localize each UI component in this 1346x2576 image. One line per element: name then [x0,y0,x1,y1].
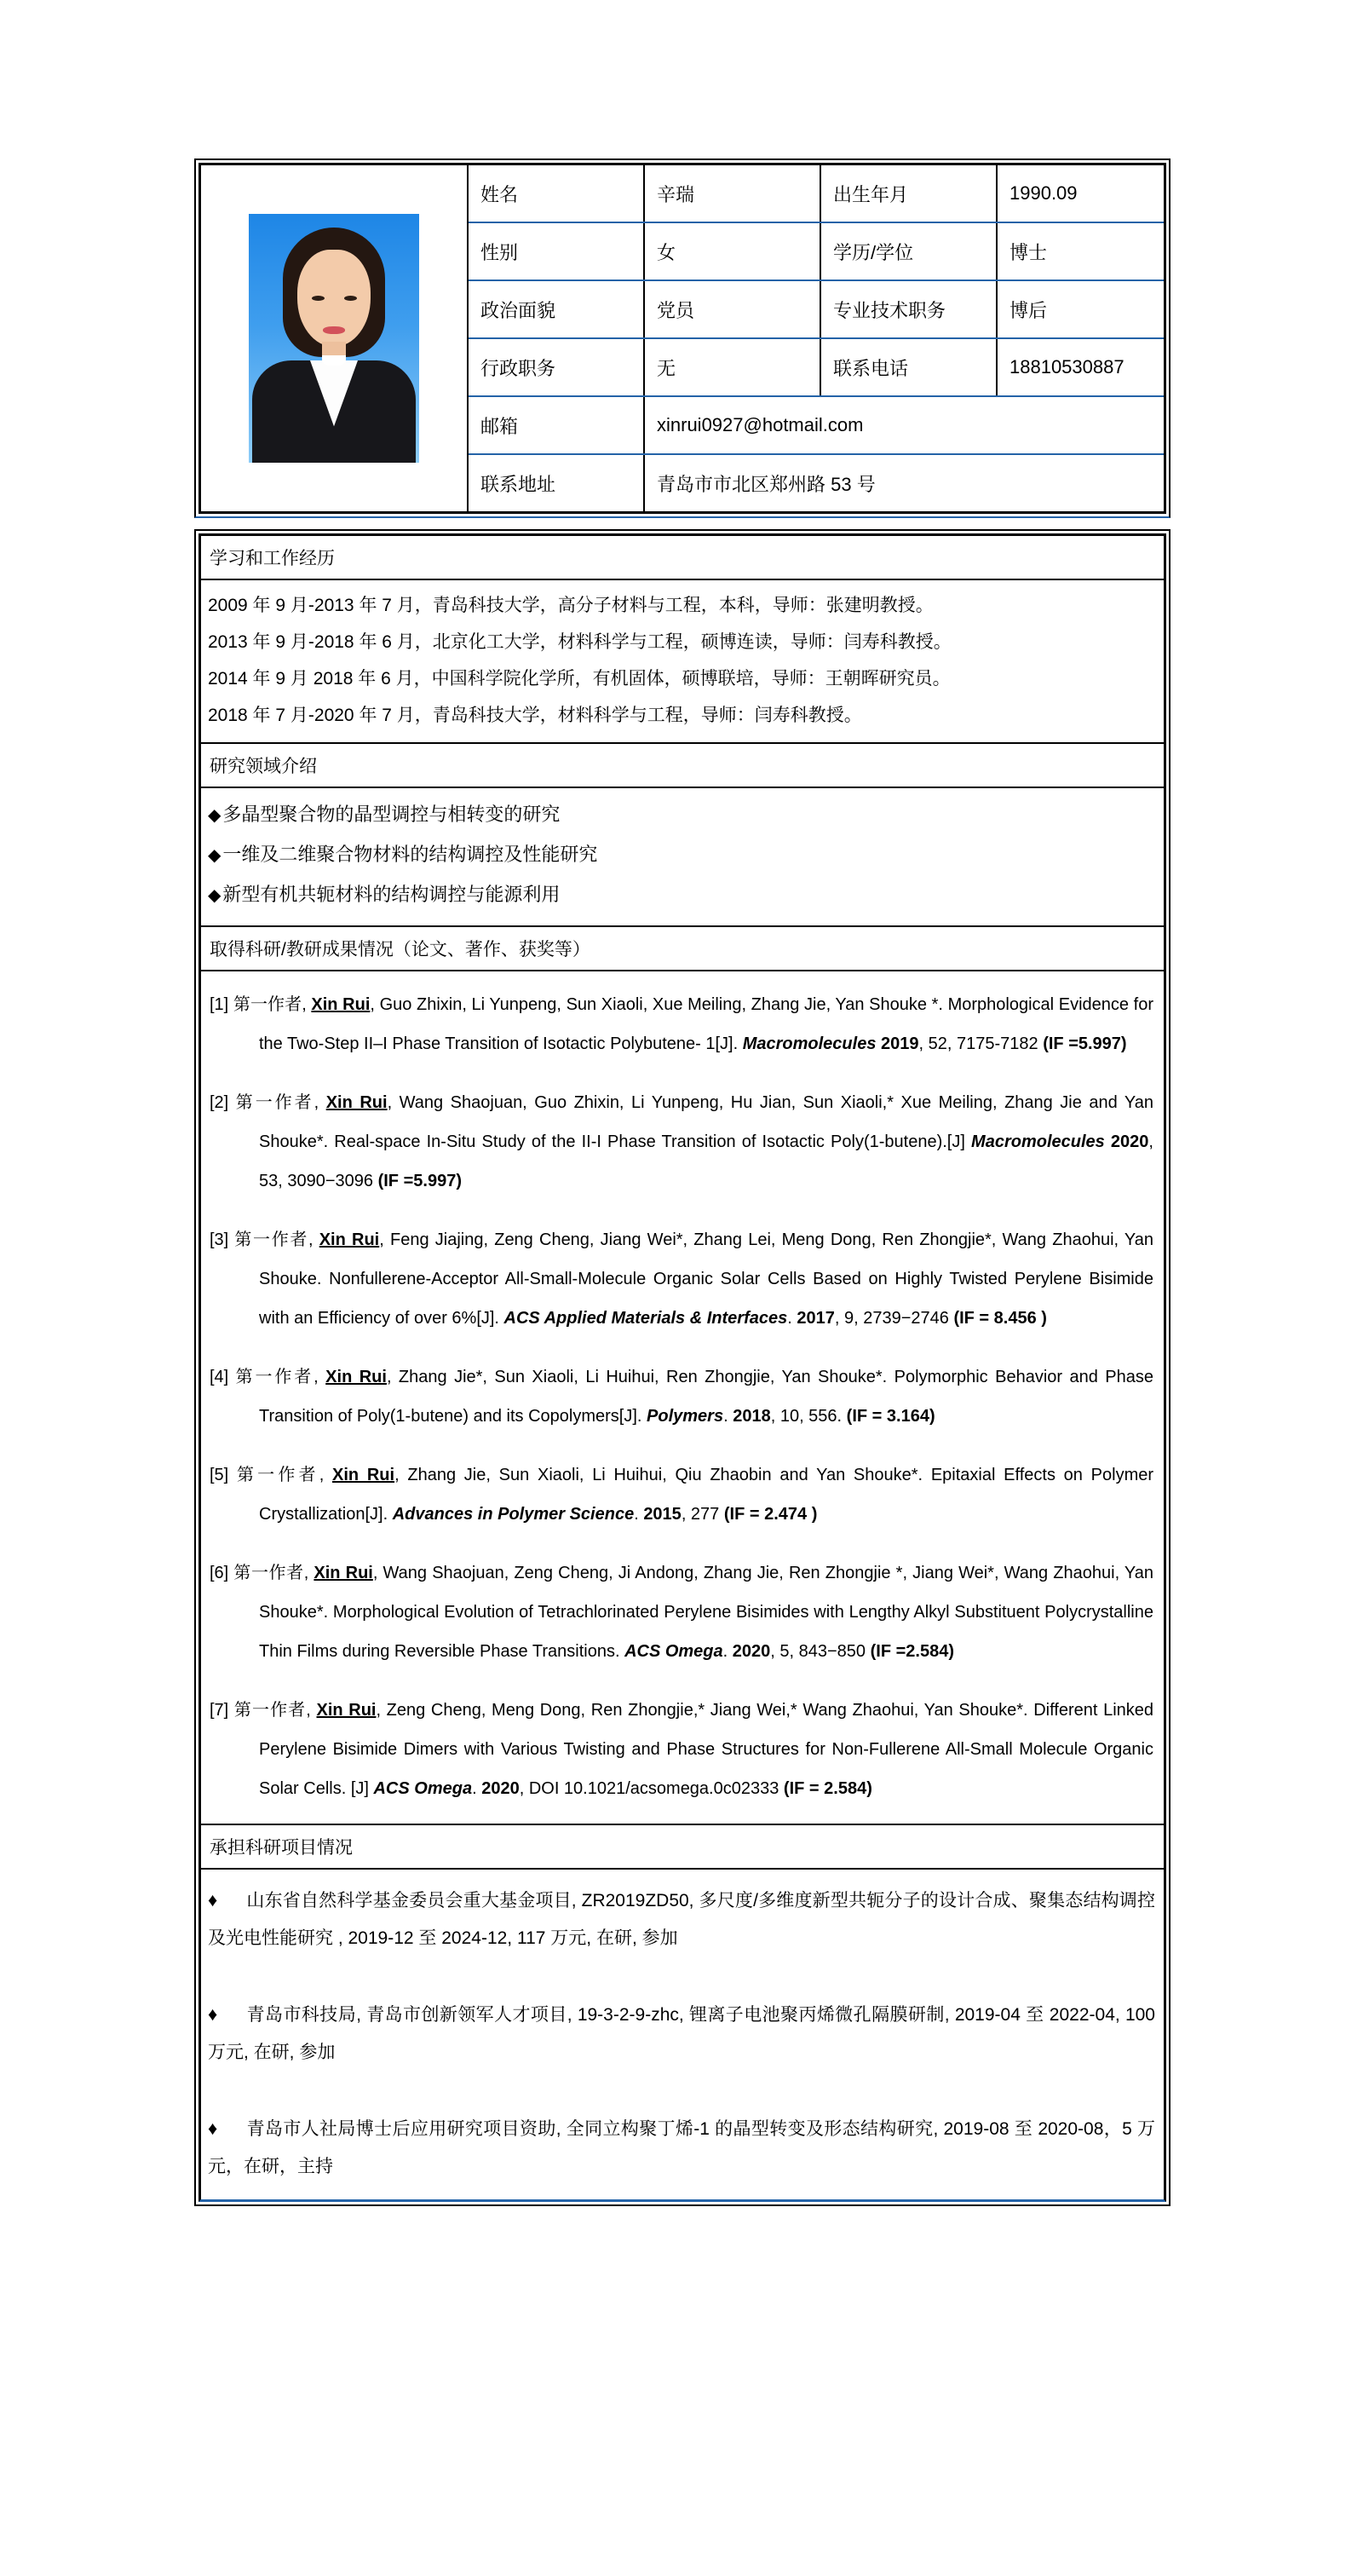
projects-list [201,1870,1164,2199]
diamond-bullet-icon: ♦ [208,2003,218,2025]
text-segment: (IF =5.997) [1043,1034,1127,1053]
text-segment: Advances in Polymer Science [392,1505,635,1524]
text-segment: 2020 [732,1642,771,1661]
email-value: xinrui0927@hotmail.com [657,414,864,435]
text-segment: , 10, 556. [770,1407,847,1426]
text-segment: . [472,1779,482,1798]
text-segment: (IF = 8.456 ) [953,1309,1047,1328]
text-segment: ACS Applied Materials & Interfaces [503,1309,788,1328]
text-segment: . [634,1505,644,1524]
text-segment: 2020 [1104,1132,1149,1151]
publication-item [210,1357,1153,1436]
phone-label: 联系电话 [821,339,998,395]
profile-row-political-title [469,281,1164,339]
text-segment: [2] 第一作者, [210,1093,326,1112]
text-segment: 2018 [733,1407,771,1426]
text-segment: Xin Rui [311,995,371,1014]
political-status-label: 政治面貌 [469,281,645,337]
text-segment: (IF =5.997) [377,1172,462,1190]
text-segment: 青岛市人社局博士后应用研究项目资助, 全同立构聚丁烯-1 的晶型转变及形态结构研究, 2019-08 至 2020-08，5 万元，在研，主持 [208,2119,1155,2176]
experience-section-title: 学习和工作经历 [201,536,1164,580]
diamond-bullet-icon: ♦ [208,2118,218,2139]
project-item [208,1996,1155,2072]
main-table-frame [194,529,1171,2206]
birthdate-value: 1990.09 [1010,182,1078,204]
text-segment: (IF =2.584) [870,1642,954,1661]
experience-section-body [201,580,1164,744]
text-segment: Xin Rui [325,1368,387,1386]
research-field-item [208,835,1155,875]
text-segment: , 5, 843−850 [770,1642,871,1661]
professional-title-label: 专业技术职务 [821,281,998,337]
main-table [198,533,1166,2202]
profile-table-frame [194,158,1171,518]
research-section-title: 研究领域介绍 [201,744,1164,788]
text-segment: [6] 第一作者, [210,1564,314,1582]
text-segment: [7] 第一作者, [210,1701,317,1720]
text-segment: . [722,1642,733,1661]
text-segment: . [787,1309,797,1328]
photo-cell [201,165,469,511]
phone-value: 18810530887 [1010,356,1125,377]
achievements-section-title: 取得科研/教研成果情况（论文、著作、获奖等） [201,927,1164,971]
text-segment: [4] 第一作者, [210,1368,326,1386]
diamond-bullet-icon: ♦ [208,1889,218,1910]
text-segment: 山东省自然科学基金委员会重大基金项目, ZR2019ZD50, 多尺度/多维度新型共轭分子的设计合成、聚集态结构调控及光电性能研究 , 2019-12 至 2024-12, 117 万元, 在研, 参加 [208,1891,1155,1948]
publication-item [210,1455,1153,1534]
publication-item [210,1553,1153,1671]
portrait-lips [323,326,345,334]
publications-list [201,971,1164,1825]
text-segment: 青岛市科技局, 青岛市创新领军人才项目, 19-3-2-9-zhc, 锂离子电池聚丙烯微孔隔膜研制, 2019-04 至 2022-04, 100 万元, 在研, 参加 [208,2005,1155,2062]
text-segment: 多晶型聚合物的晶型调控与相转变的研究 [222,804,561,825]
text-segment: . [723,1407,733,1426]
research-section-body [201,788,1164,927]
political-status-value: 党员 [645,281,821,337]
admin-duty-value: 无 [645,339,821,395]
text-segment: 新型有机共轭材料的结构调控与能源利用 [222,884,561,905]
text-segment: , 53, 3090−3096 [259,1132,1153,1190]
text-segment: , Zhang Jie*, Sun Xiaoli, Li Huihui, Ren Zhongjie, Yan Shouke*. Polymorphic Behavior and Phase Transition of Poly(1-butene) and its Copolymers[J]. [259,1368,1153,1426]
publication-item [210,1220,1153,1338]
publication-item [210,1691,1153,1808]
text-segment: [1] 第一作者, [210,995,312,1014]
text-segment: Xin Rui [316,1701,377,1720]
admin-duty-label: 行政职务 [469,339,645,395]
text-segment: Xin Rui [325,1093,388,1112]
experience-line: 2018 年 7 月-2020 年 7 月，青岛科技大学，材料科学与工程，导师：闫寿科教授。 [208,706,862,725]
text-segment: Macromolecules [971,1132,1105,1151]
text-segment: , 9, 2739−2746 [834,1309,954,1328]
profile-row-name-birth [469,165,1164,223]
research-field-item [208,795,1155,835]
address-label: 联系地址 [469,455,645,511]
degree-label: 学历/学位 [821,223,998,279]
text-segment: , Wang Shaojuan, Zeng Cheng, Ji Andong, Zhang Jie, Ren Zhongjie *, Jiang Wei*, Wang Zhaohui, Yan Shouke*. Morphological Evolution of Tetrachlorinated Perylene Bisimides with Lengthy Alkyl Substituent Polycrystalline Thin Films during Reversible Phase Transitions. [259,1564,1153,1661]
email-label: 邮箱 [469,397,645,453]
project-item [208,1882,1155,1957]
text-segment: Xin Rui [313,1564,373,1582]
text-segment: 一维及二维聚合物材料的结构调控及性能研究 [222,844,598,865]
profile-row-email [469,397,1164,455]
portrait-collar [322,355,346,366]
profile-row-address [469,455,1164,511]
gender-value: 女 [645,223,821,279]
text-segment: Macromolecules [742,1034,877,1053]
text-segment: 2017 [797,1309,835,1328]
diamond-bullet-icon: ◆ [208,806,221,825]
text-segment: , Guo Zhixin, Li Yunpeng, Sun Xiaoli, Xue Meiling, Zhang Jie, Yan Shouke *. Morphological Evidence for the Two-Step II–I Phase Transition of Isotactic Polybutene- 1[J]. [259,995,1154,1053]
profile-row-gender-degree [469,223,1164,281]
portrait-eye [312,296,325,301]
text-segment: , Zhang Jie, Sun Xiaoli, Li Huihui, Qiu Zhaobin and Yan Shouke*. Epitaxial Effects on Polymer Crystallization[J]. [259,1466,1154,1524]
projects-section-title: 承担科研项目情况 [201,1825,1164,1870]
diamond-bullet-icon: ◆ [208,886,221,905]
text-segment: 2019 [876,1034,919,1053]
cv-document [194,158,1171,2206]
text-segment: 2020 [481,1779,520,1798]
experience-line: 2014 年 9 月 2018 年 6 月，中国科学院化学所，有机固体，硕博联培，导师：王朝晖研究员。 [208,669,951,689]
text-segment: , 52, 7175-7182 [918,1034,1044,1053]
address-value: 青岛市市北区郑州路 53 号 [657,473,876,495]
text-segment: Polymers [647,1407,724,1426]
portrait-photo [249,214,419,463]
name-label: 姓名 [469,165,645,222]
birthdate-label: 出生年月 [821,165,998,222]
portrait-eye [344,296,357,301]
text-segment: , Feng Jiajing, Zeng Cheng, Jiang Wei*, Zhang Lei, Meng Dong, Ren Zhongjie*, Wang Zhaohui, Yan Shouke. Nonfullerene-Acceptor All-Small-Molecule Organic Solar Cells Based on Highly Twisted Perylene Bisimide with an Efficiency of over 6%[J]. [259,1230,1154,1328]
gender-label: 性别 [469,223,645,279]
text-segment: [3] 第一作者, [210,1230,319,1249]
text-segment: (IF = 2.474 ) [723,1505,818,1524]
diamond-bullet-icon: ◆ [208,846,221,865]
text-segment: (IF = 2.584) [783,1779,872,1798]
text-segment: , 277 [681,1505,724,1524]
profile-table [198,163,1166,514]
publication-item [210,985,1153,1063]
text-segment: ACS Omega [373,1779,473,1798]
name-value: 辛瑞 [645,165,821,222]
experience-line: 2009 年 9 月-2013 年 7 月，青岛科技大学，高分子材料与工程，本科，导师：张建明教授。 [208,596,934,615]
text-segment: [5] 第一作者, [210,1466,332,1484]
project-item [208,2110,1155,2186]
research-field-item [208,875,1155,915]
text-segment: , Zeng Cheng, Meng Dong, Ren Zhongjie,* Jiang Wei,* Wang Zhaohui, Yan Shouke*. Different Linked Perylene Bisimide Dimers with Various Twisting and Phase Structures for Non-Fullerene All-Small Molecule Organic Solar Cells. [J] [259,1701,1154,1798]
profile-info-grid [469,165,1164,511]
text-segment: , DOI 10.1021/acsomega.0c02333 [519,1779,784,1798]
text-segment: ACS Omega [624,1642,723,1661]
text-segment: 2015 [643,1505,682,1524]
text-segment: , Wang Shaojuan, Guo Zhixin, Li Yunpeng, Hu Jian, Sun Xiaoli,* Xue Meiling, Zhang Jie and Yan Shouke*. Real-space In-Situ Study of the II-I Phase Transition of Isotactic Poly(1-butene).[J] [259,1093,1154,1151]
professional-title-value: 博后 [1010,299,1048,321]
publication-item [210,1083,1153,1201]
text-segment: Xin Rui [331,1466,395,1484]
degree-value: 博士 [1010,241,1048,263]
experience-line: 2013 年 9 月-2018 年 6 月，北京化工大学，材料科学与工程，硕博连读，导师：闫寿科教授。 [208,632,952,652]
profile-row-admin-phone [469,339,1164,397]
text-segment: (IF = 3.164) [846,1407,935,1426]
text-segment: Xin Rui [319,1230,380,1249]
